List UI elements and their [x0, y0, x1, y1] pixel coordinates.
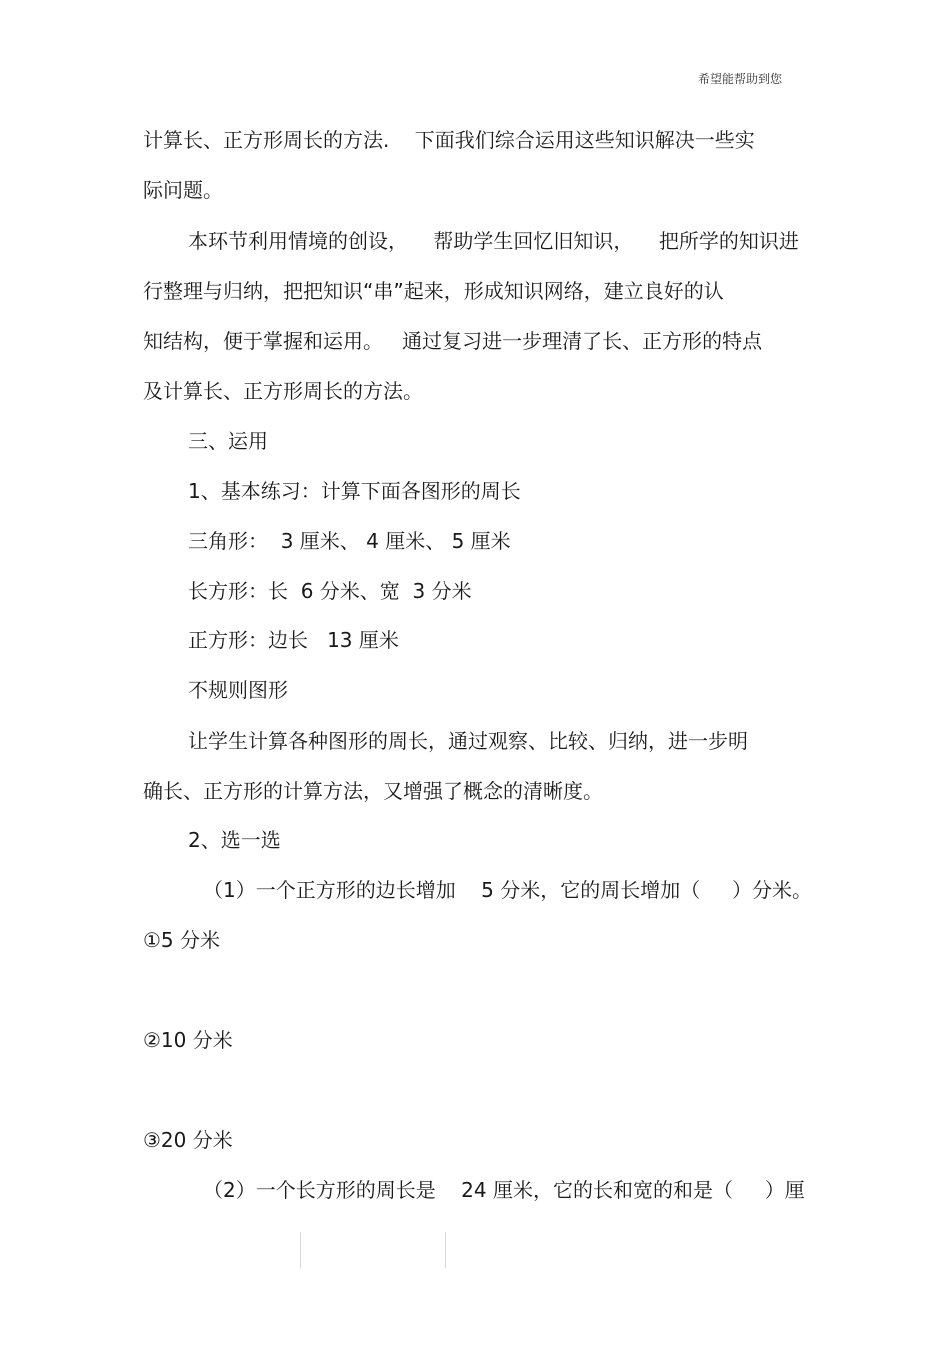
answer-option: ②10 分米 — [143, 1028, 233, 1052]
divider-line — [300, 1232, 301, 1268]
exercise-item: 长方形：长 6 分米、宽 3 分米 — [188, 579, 472, 603]
paragraph-line: 本环节利用情境的创设， 帮助学生回忆旧知识， 把所学的知识进 — [188, 229, 799, 253]
section-heading: 三、运用 — [188, 429, 268, 453]
answer-option: ③20 分米 — [143, 1128, 233, 1152]
paragraph-line: 让学生计算各种图形的周长，通过观察、比较、归纳，进一步明 — [188, 729, 748, 753]
exercise-heading: 2、选一选 — [188, 828, 281, 852]
paragraph-line: 计算长、正方形周长的方法. 下面我们综合运用这些知识解决一些实 — [143, 128, 755, 152]
exercise-item: 三角形： 3 厘米、 4 厘米、 5 厘米 — [188, 529, 511, 553]
page-header: 希望能帮助到您 — [697, 72, 782, 86]
exercise-item: 不规则图形 — [188, 678, 288, 702]
exercise-heading: 1、基本练习：计算下面各图形的周长 — [188, 479, 521, 503]
question: （2）一个长方形的周长是 24 厘米，它的长和宽的和是（ ）厘 — [203, 1178, 805, 1202]
paragraph-line: 际问题。 — [143, 178, 223, 202]
paragraph-line: 知结构，便于掌握和运用。 通过复习进一步理清了长、正方形的特点 — [143, 329, 763, 353]
paragraph-line: 确长、正方形的计算方法，又增强了概念的清晰度。 — [143, 779, 603, 803]
exercise-item: 正方形：边长 13 厘米 — [188, 628, 399, 652]
divider-line — [445, 1232, 446, 1268]
paragraph-line: 行整理与归纳，把把知识“串”起来，形成知识网络，建立良好的认 — [143, 279, 724, 303]
answer-option: ①5 分米 — [143, 928, 221, 952]
question: （1）一个正方形的边长增加 5 分米，它的周长增加（ ）分米。 — [203, 878, 813, 902]
paragraph-line: 及计算长、正方形周长的方法。 — [143, 379, 423, 403]
